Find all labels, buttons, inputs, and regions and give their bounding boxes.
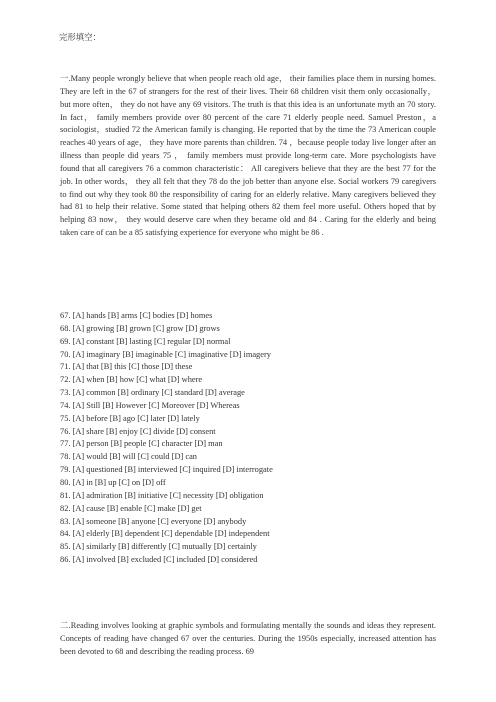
option-78: 78. [A] would [B] will [C] could [D] can xyxy=(60,452,197,462)
cloze-passage-1: 一.Many people wrongly believe that when people reach old age， their families place them in nursing homes. They are left in the 67 of strangers for the rest of their lives. Their 68 children visit them only occasionally， but more often， they do not have any 69 visitors. The truth is that this idea is an unfortunate myth an 70 story. In fact， family members provide over 80 percent of the care 71 elderly people need. Samuel Preston，a sociologist，studied 72 the American family is changing. He reported that by the time the 73 American couple reaches 40 years of age， they have more parents than children. 74 ，because people today live longer after an illness than people did years 75 ， family members must provide long-term care. More psychologists have found that all caregivers 76 a common characteristic： All caregivers believe that they are the best 77 for the job. In other words， they all felt that they 78 do the job better than anyone else. Social workers 79 caregivers to find out why they took 80 the responsibility of caring for an elderly relative. Many caregivers believed they had 81 to help their relative. Some stated that helping others 82 them feel more useful. Others hoped that by helping 83 now， they would deserve care when they became old and 84 . Caring for the elderly and being taken care of can be a 85 satisfying experience for everyone who might be 86 . xyxy=(60,74,436,238)
option-75: 75. [A] before [B] ago [C] later [D] lately xyxy=(60,413,200,423)
option-72: 72. [A] when [B] how [C] what [D] where xyxy=(60,375,203,385)
option-67: 67. [A] hands [B] arms [C] bodies [D] homes xyxy=(60,311,213,320)
section-heading: 完形填空： xyxy=(59,33,101,42)
option-71: 71. [A] that [B] this [C] those [D] these xyxy=(60,362,193,372)
option-68: 68. [A] growing [B] grown [C] grow [D] grows xyxy=(60,323,220,333)
option-79: 79. [A] questioned [B] interviewed [C] inquired [D] interrogate xyxy=(60,465,273,475)
option-85: 85. [A] similarly [B] differently [C] mutually [D] certainly xyxy=(60,542,257,552)
option-73: 73. [A] common [B] ordinary [C] standard [D] average xyxy=(60,388,245,398)
option-77: 77. [A] person [B] people [C] character [D] man xyxy=(60,439,223,449)
option-80: 80. [A] in [B] up [C] on [D] off xyxy=(60,477,166,487)
option-76: 76. [A] share [B] enjoy [C] divide [D] consent xyxy=(60,426,216,436)
option-86: 86. [A] involved [B] excluded [C] included [D] considered xyxy=(60,555,258,565)
option-82: 82. [A] cause [B] enable [C] make [D] get xyxy=(60,503,202,513)
option-81: 81. [A] admiration [B] initiative [C] necessity [D] obligation xyxy=(60,490,264,500)
option-70: 70. [A] imaginary [B] imaginable [C] imaginative [D] imagery xyxy=(60,349,271,359)
cloze-passage-2: 二.Reading involves looking at graphic symbols and formulating mentally the sounds and ideas they represent. Concepts of reading have changed 67 over the centuries. During the 1950s especially, increased attention has been devoted to 68 and describing the reading process. 69 xyxy=(60,621,436,656)
option-84: 84. [A] elderly [B] dependent [C] dependable [D] independent xyxy=(60,529,270,539)
answer-options-list xyxy=(60,310,436,567)
option-69: 69. [A] constant [B] lasting [C] regular [D] normal xyxy=(60,336,231,346)
option-74: 74. [A] Still [B] However [C] Moreover [D] Whereas xyxy=(60,400,240,410)
option-83: 83. [A] someone [B] anyone [C] everyone [D] anybody xyxy=(60,516,247,526)
